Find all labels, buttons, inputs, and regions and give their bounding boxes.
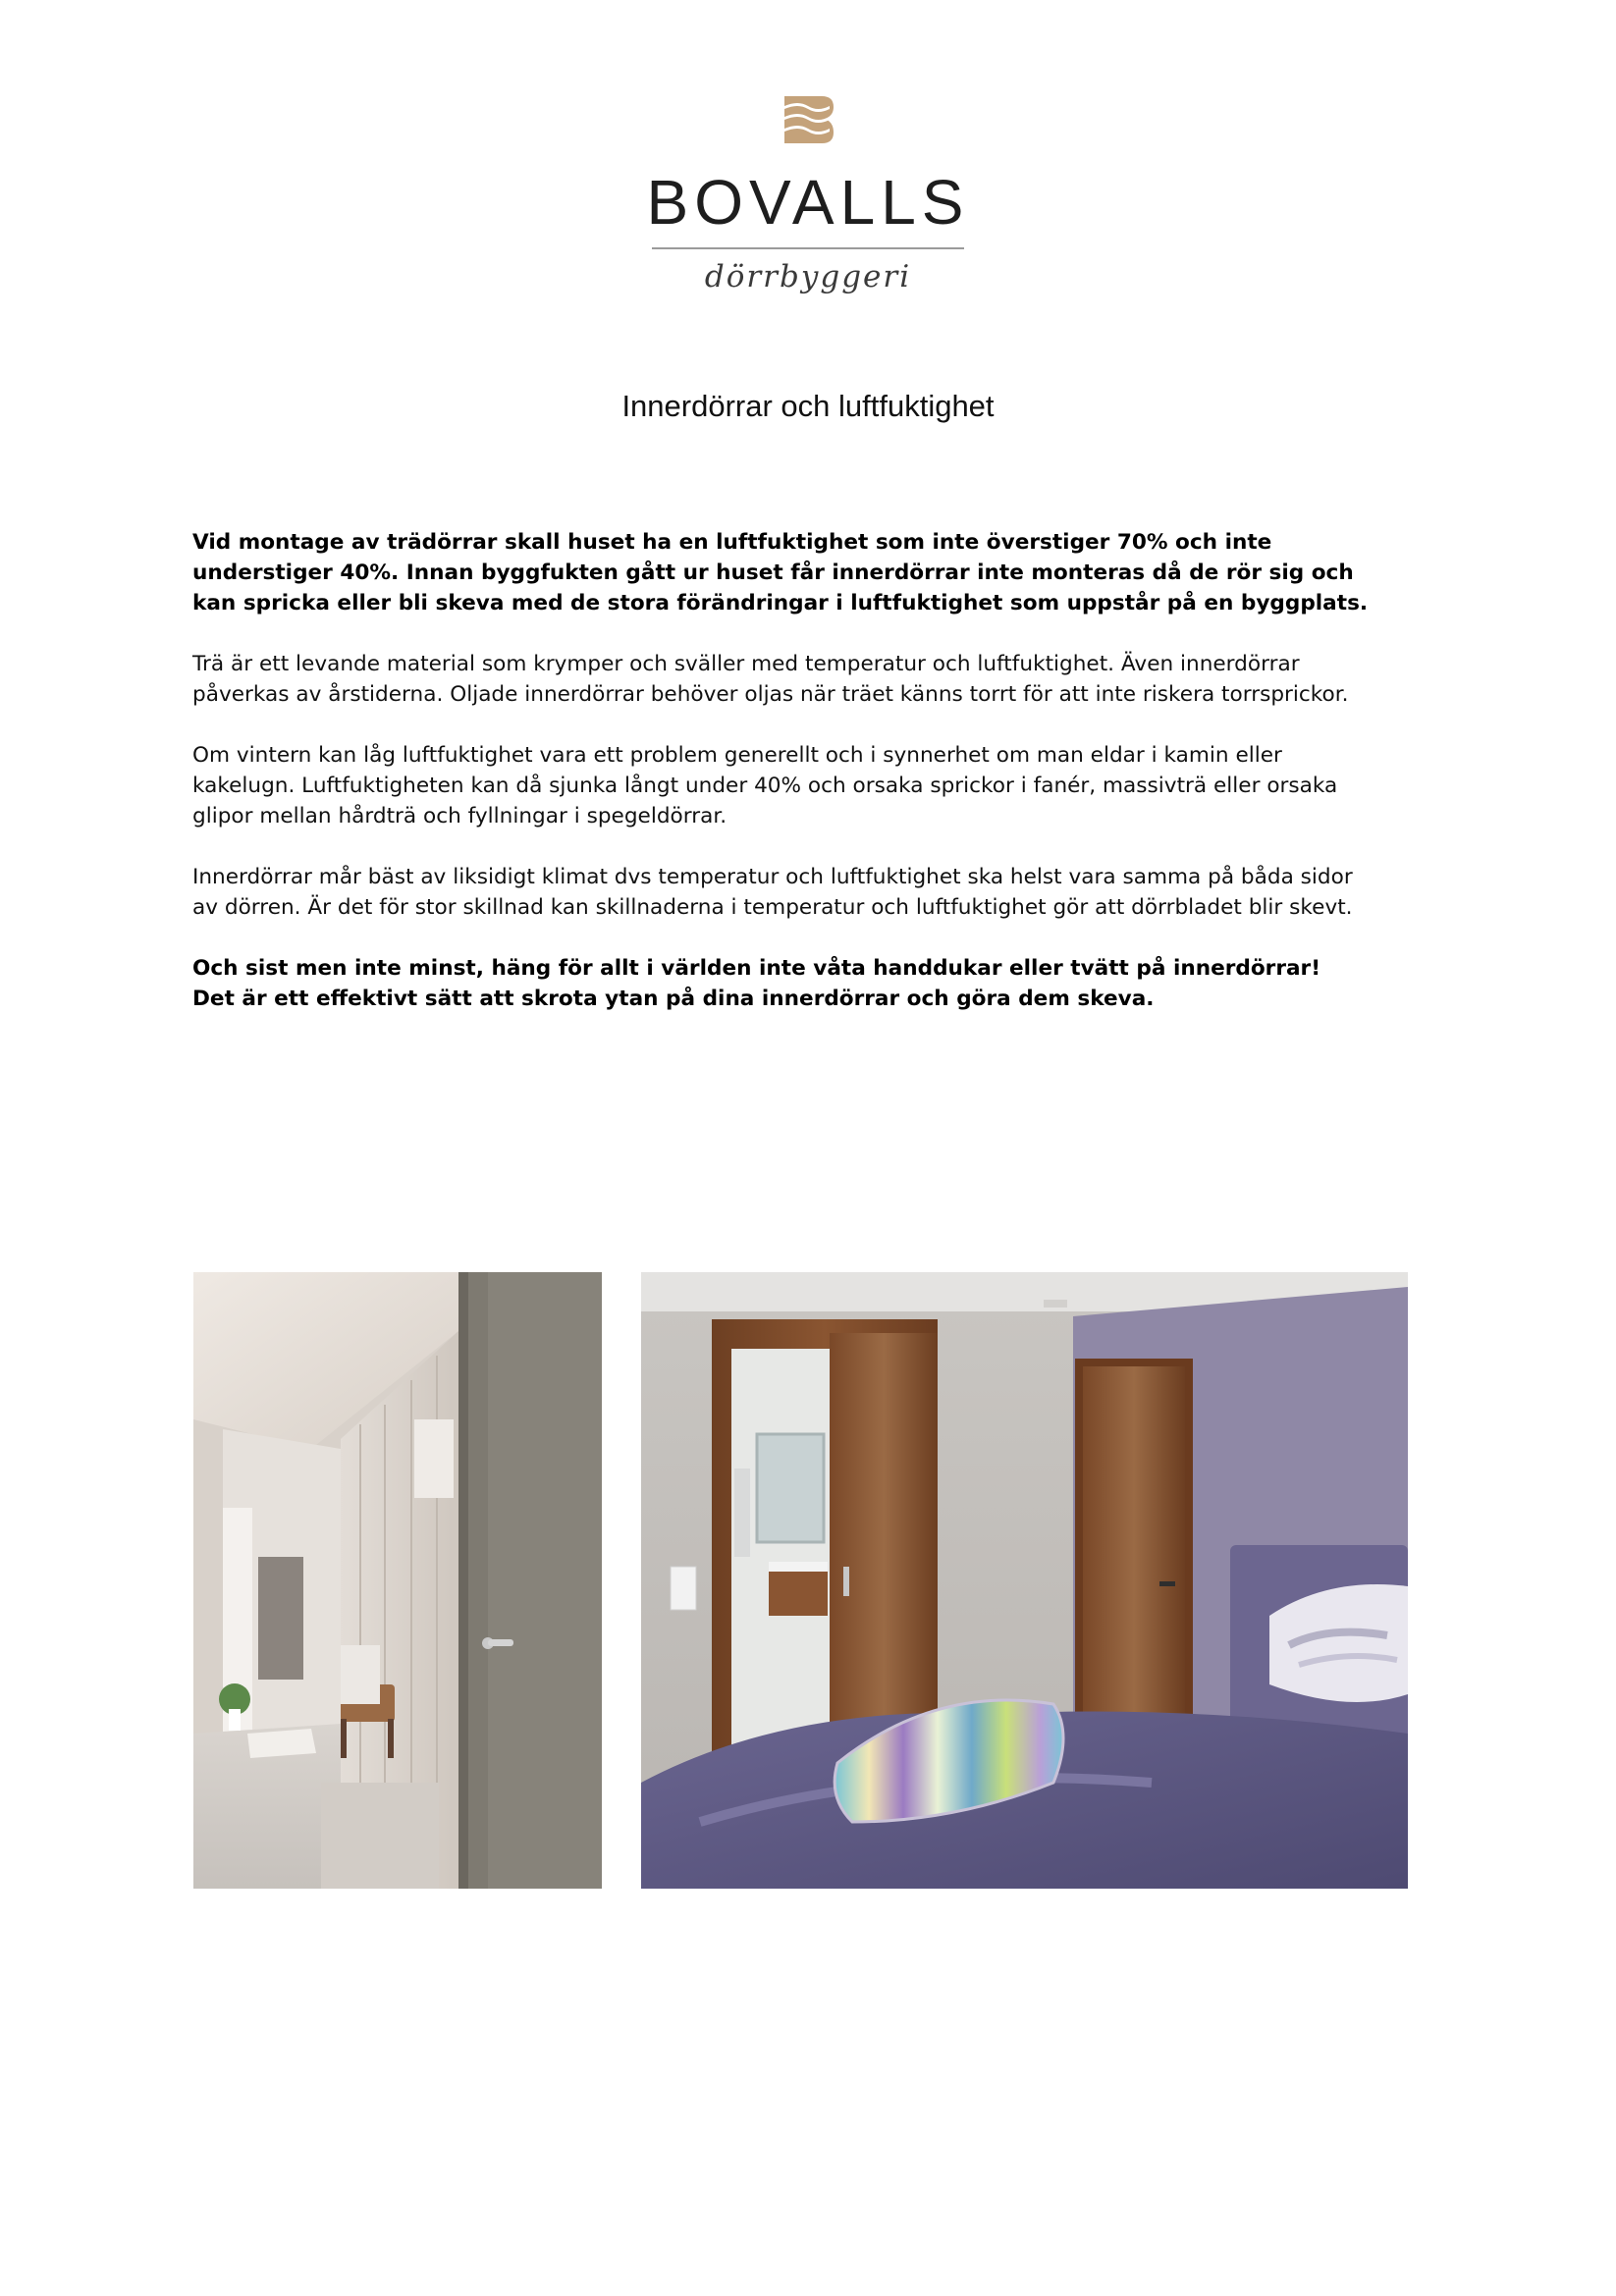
text-line: Det är ett effektivt sätt att skrota ytan på dina innerdörrar och göra dem skeva. <box>192 987 1155 1011</box>
photo-bedroom <box>641 1272 1408 1889</box>
paragraph-winter <box>192 740 1429 831</box>
text-line: Och sist men inte minst, häng för allt i världen inte våta handdukar eller tvätt på innerdörrar! <box>192 956 1321 981</box>
text-line: Om vintern kan låg luftfuktighet vara ett problem generellt och i synnerhet om man eldar i kamin eller <box>192 743 1282 768</box>
hallway-image <box>193 1272 602 1889</box>
text-line: glipor mellan hårdträ och fyllningar i spegeldörrar. <box>192 804 727 828</box>
text-line: påverkas av årstiderna. Oljade innerdörrar behöver oljas när träet känns torrt för att inte riskera torrsprickor. <box>192 682 1349 707</box>
text-line: av dörren. Är det för stor skillnad kan skillnaderna i temperatur och luftfuktighet gör att dörrbladet blir skevt. <box>192 895 1353 920</box>
paragraph-warning <box>192 953 1429 1014</box>
paragraph-intro <box>192 527 1429 618</box>
text-line: Innerdörrar mår bäst av liksidigt klimat dvs temperatur och luftfuktighet ska helst vara samma på båda sidor <box>192 865 1353 889</box>
bedroom-image <box>641 1272 1408 1889</box>
text-line: kakelugn. Luftfuktigheten kan då sjunka långt under 40% och orsaka sprickor i fanér, massivträ eller orsaka <box>192 774 1338 798</box>
paragraph-climate <box>192 862 1429 923</box>
paragraph-material <box>192 649 1429 710</box>
text-line: Vid montage av trädörrar skall huset ha en luftfuktighet som inte överstiger 70% och inte <box>192 530 1272 555</box>
body-text <box>192 527 1429 1044</box>
page-title: Innerdörrar och luftfuktighet <box>621 389 995 423</box>
text-line: kan spricka eller bli skeva med de stora förändringar i luftfuktighet som uppstår på en byggplats. <box>192 591 1369 615</box>
text-line: Trä är ett levande material som krymper och sväller med temperatur och luftfuktighet. Även innerdörrar <box>192 652 1300 676</box>
brand-subtitle: dörrbyggeri <box>704 259 912 294</box>
text-line: understiger 40%. Innan byggfukten gått ur huset får innerdörrar inte monteras då de rör sig och <box>192 561 1354 585</box>
brand-divider <box>652 247 964 249</box>
brand-logo <box>0 90 1616 294</box>
bovalls-logo-icon <box>779 90 837 149</box>
brand-name: BOVALLS <box>646 167 970 238</box>
photo-hallway <box>193 1272 602 1889</box>
